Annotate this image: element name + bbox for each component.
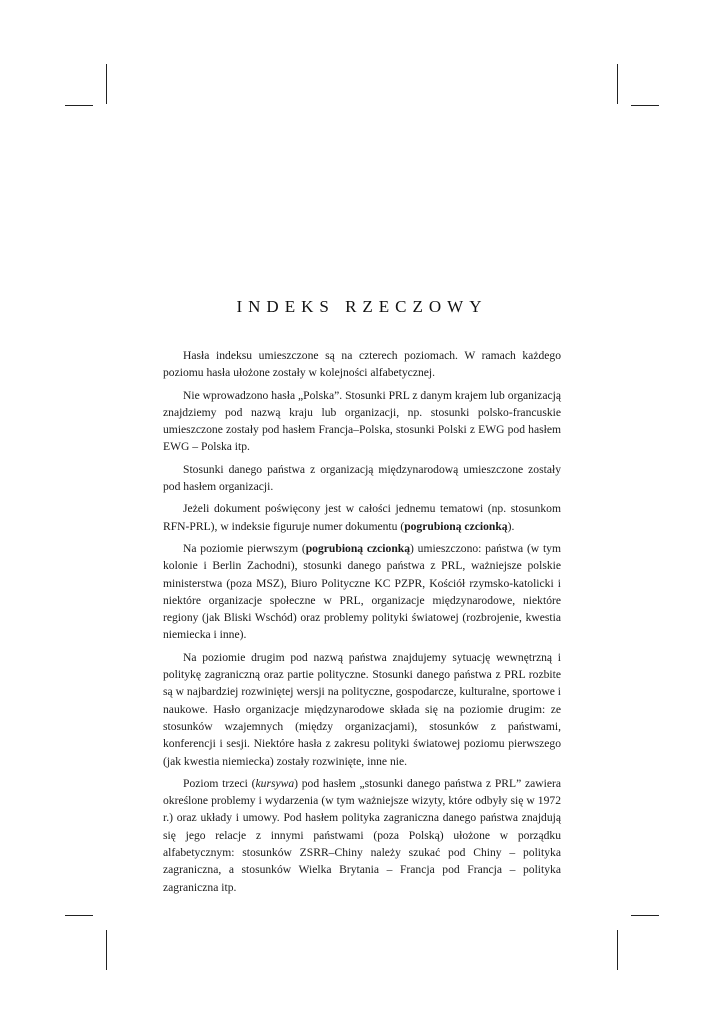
paragraph-5 (163, 540, 561, 644)
paragraph-7-text: Poziom trzeci ( (183, 776, 256, 790)
paragraph-4 (163, 500, 561, 535)
crop-mark-top-left-horizontal (65, 105, 93, 106)
crop-mark-bottom-right-vertical (617, 930, 618, 970)
paragraph-7 (163, 775, 561, 896)
paragraph-7-italic: kursywa (255, 776, 295, 790)
page-title: INDEKS RZECZOWY (236, 297, 488, 316)
paragraph-6: Na poziomie drugim pod nazwą państwa znajdujemy sytuację wewnętrzną i politykę zagraniczną oraz partie polityczne. Stosunki danego państwa z PRL rozbite są w najbardziej rozwiniętej wersji na polityczne, gospodarcze, kulturalne, sportowe i naukowe. Hasło organizacje międzynarodowe składa się na poziomie drugim: ze stosunków wzajemnych (między organizacjami), stosunków z państwami, konferencji i sesji. Niektóre hasła z zakresu polityki światowej poziomu pierwszego (jak kwestia niemiecka) zostały rozwinięte, inne nie. (163, 650, 561, 768)
paragraph-1: Hasła indeksu umieszczone są na czterech poziomach. W ramach każdego poziomu hasła ułożone zostały w kolejności alfabetycznej. (163, 349, 561, 380)
paragraph-4-end: ). (507, 519, 515, 533)
paragraph-5-text: Na poziomie pierwszym ( (183, 541, 306, 555)
paragraph-5-bold: pogrubioną czcionką (305, 541, 411, 555)
body-text (163, 347, 561, 901)
crop-mark-bottom-right-horizontal (631, 915, 659, 916)
crop-mark-top-right-horizontal (631, 105, 659, 106)
crop-mark-bottom-left-horizontal (65, 915, 93, 916)
paragraph-4-bold: pogrubioną czcionką (404, 519, 508, 533)
paragraph-3: Stosunki danego państwa z organizacją międzynarodową umieszczone zostały pod hasłem organizacji. (163, 462, 561, 494)
crop-mark-top-right-vertical (617, 64, 618, 104)
paragraph-7-rest: ) pod hasłem „stosunki danego państwa z PRL” zawiera określone problemy i wydarzenia (w tym ważniejsze wizyty, które odbyły się w 1972 r.) oraz układy i umowy. Pod hasłem polityka zagraniczna danego państwa znajdują się jego relacje z innymi państwami (poza Polską) ułożone w porządku alfabetycznym: stosunków ZSRR–Chiny należy szukać pod Chiny – polityka zagraniczna, a stosunków Wielka Brytania – Francja pod Francja – polityka zagraniczna itp. (163, 776, 561, 894)
paragraph-5-rest: ) umieszczono: państwa (w tym kolonie i Berlin Zachodni), stosunki danego państwa z PRL, ważniejsze polskie ministerstwa (poza MSZ), Biuro Polityczne KC PZPR, Kościół rzymsko-katolicki i niektóre organizacje społeczne w PRL, organizacje międzynarodowe, niektóre regiony (jak Bliski Wschód) oraz problemy polityki światowej (rozbrojenie, kwestia niemiecka i inne). (163, 541, 561, 642)
paragraph-2: Nie wprowadzono hasła „Polska”. Stosunki PRL z danym krajem lub organizacją znajdziemy pod nazwą kraju lub organizacji, np. stosunki polsko-francuskie umieszczone zostały pod hasłem Francja–Polska, stosunki Polski z EWG pod hasłem EWG – Polska itp. (163, 388, 561, 454)
paragraph-4-text: Jeżeli dokument poświęcony jest w całości jednemu tematowi (np. stosunkom RFN-PRL), w indeksie figuruje numer dokumentu ( (163, 502, 561, 533)
crop-mark-bottom-left-vertical (106, 930, 107, 970)
crop-mark-top-left-vertical (106, 64, 107, 104)
